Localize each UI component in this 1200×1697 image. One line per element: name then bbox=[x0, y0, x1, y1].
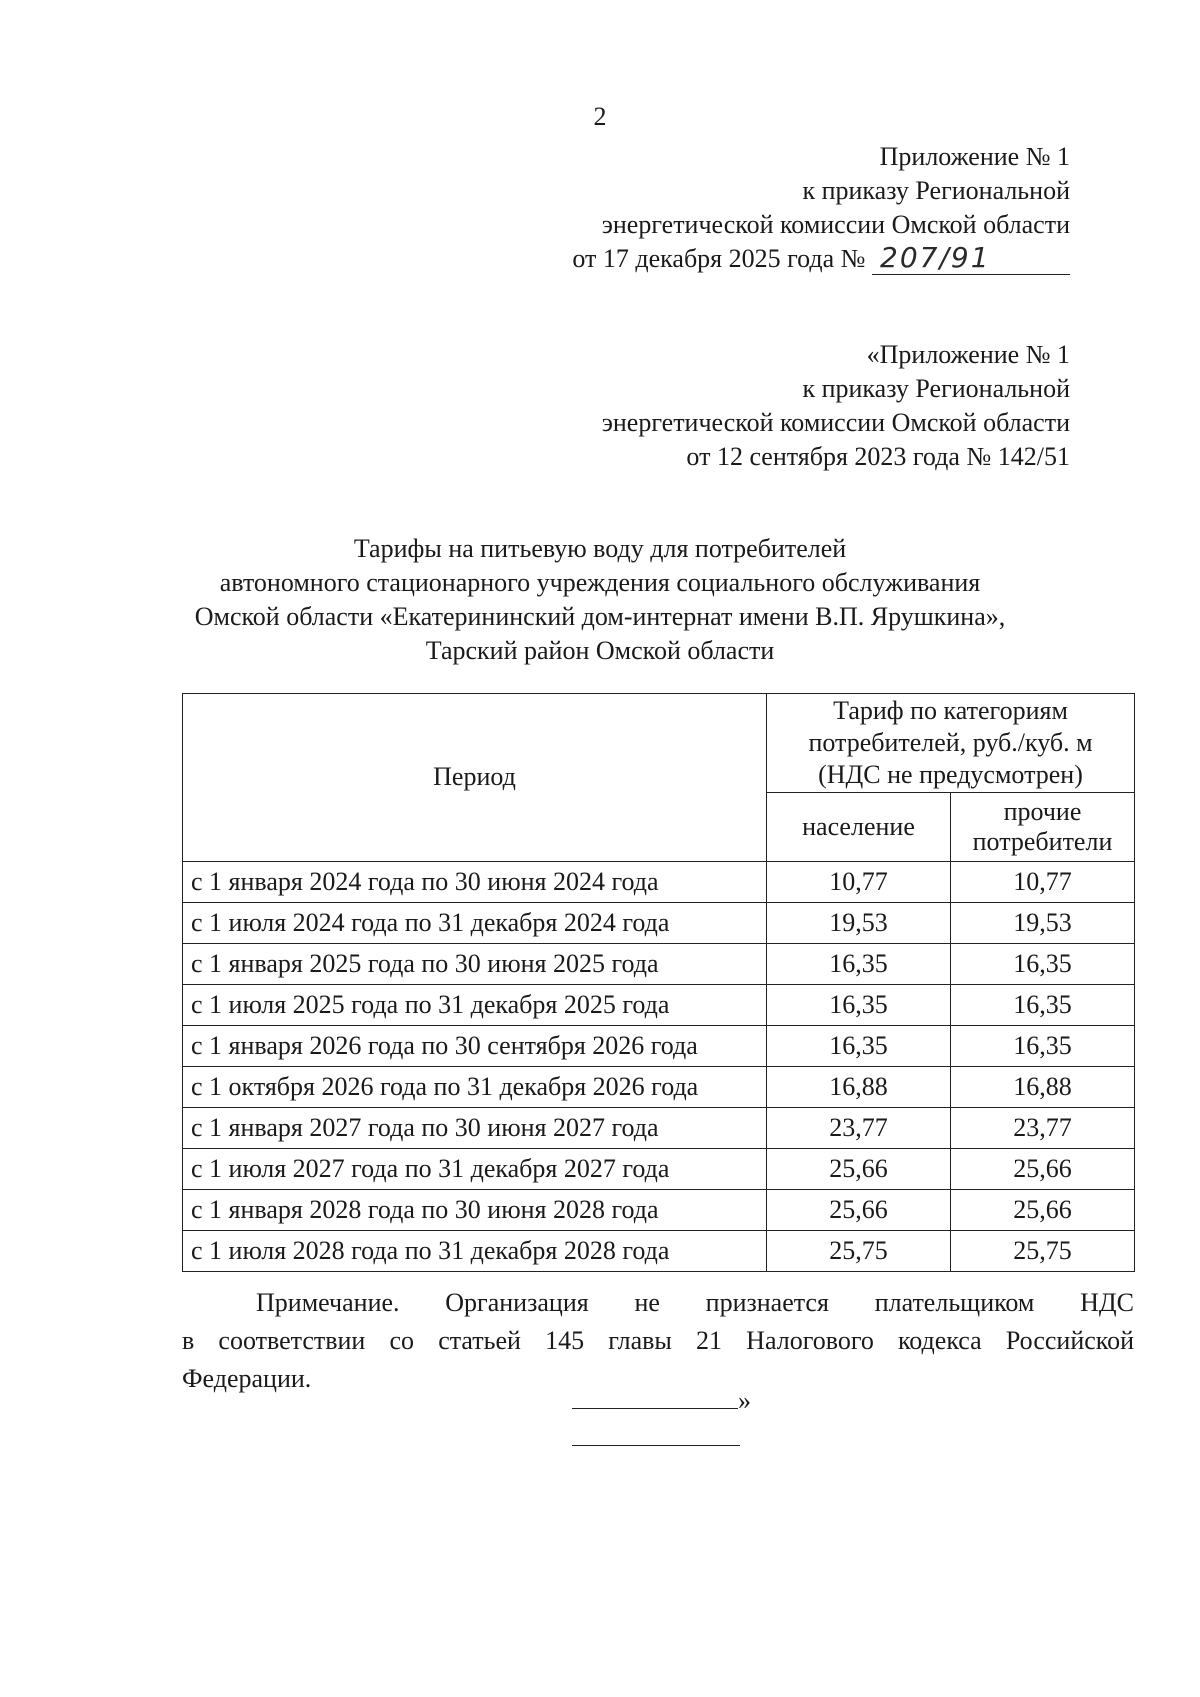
period-cell: с 1 октября 2026 года по 31 декабря 2026 года bbox=[183, 1067, 767, 1108]
period-cell: с 1 января 2026 года по 30 сентября 2026 года bbox=[183, 1026, 767, 1067]
population-tariff-cell: 25,75 bbox=[767, 1231, 951, 1272]
other-tariff-cell: 16,35 bbox=[951, 985, 1135, 1026]
title-line1: Тарифы на питьевую воду для потребителей bbox=[353, 534, 847, 563]
period-cell: с 1 июля 2028 года по 31 декабря 2028 года bbox=[183, 1231, 767, 1272]
table-row bbox=[183, 1108, 1135, 1149]
note-line2: в соответствии со статьей 145 главы 21 Налогового кодекса Российской bbox=[182, 1326, 1134, 1355]
page-number: 2 bbox=[593, 102, 607, 131]
header-other-consumers bbox=[951, 793, 1135, 862]
document-title bbox=[0, 532, 1200, 668]
header-tariff bbox=[767, 694, 1135, 793]
annex-previous-line2: к приказу Региональной bbox=[802, 374, 1070, 403]
period-cell: с 1 июля 2024 года по 31 декабря 2024 года bbox=[183, 903, 767, 944]
other-tariff-cell: 16,35 bbox=[951, 1026, 1135, 1067]
handwritten-order-number: 207/91 bbox=[880, 241, 991, 274]
annex-current-date-line bbox=[572, 242, 1070, 276]
period-cell: с 1 января 2027 года по 30 июня 2027 года bbox=[183, 1108, 767, 1149]
period-cell: с 1 января 2028 года по 30 июня 2028 года bbox=[183, 1190, 767, 1231]
table-row bbox=[183, 944, 1135, 985]
header-tariff-line3: (НДС не предусмотрен) bbox=[818, 760, 1083, 789]
table-row bbox=[183, 1149, 1135, 1190]
annex-previous-line1: «Приложение № 1 bbox=[866, 340, 1070, 369]
annex-previous-line3: энергетической комиссии Омской области bbox=[601, 408, 1070, 437]
population-tariff-cell: 16,35 bbox=[767, 985, 951, 1026]
closing-line bbox=[572, 1380, 751, 1416]
annex-current-line2: к приказу Региональной bbox=[802, 176, 1070, 205]
header-other-line2: потребители bbox=[972, 827, 1113, 856]
population-tariff-cell: 19,53 bbox=[767, 903, 951, 944]
other-tariff-cell: 25,66 bbox=[951, 1190, 1135, 1231]
other-tariff-cell: 25,75 bbox=[951, 1231, 1135, 1272]
population-tariff-cell: 25,66 bbox=[767, 1190, 951, 1231]
closing-underline bbox=[572, 1380, 738, 1409]
table-row bbox=[183, 862, 1135, 903]
final-divider bbox=[572, 1445, 740, 1446]
annex-header-current bbox=[572, 140, 1070, 276]
header-population: население bbox=[767, 793, 951, 862]
population-tariff-cell: 16,88 bbox=[767, 1067, 951, 1108]
table-row bbox=[183, 903, 1135, 944]
period-cell: с 1 июля 2025 года по 31 декабря 2025 года bbox=[183, 985, 767, 1026]
population-tariff-cell: 16,35 bbox=[767, 1026, 951, 1067]
other-tariff-cell: 19,53 bbox=[951, 903, 1135, 944]
note-line3: Федерации. bbox=[182, 1364, 312, 1393]
header-tariff-line2: потребителей, руб./куб. м bbox=[808, 728, 1093, 757]
closing-quote: » bbox=[738, 1386, 751, 1415]
tariff-table-body bbox=[183, 862, 1135, 1272]
annex-current-date-prefix: от 17 декабря 2025 года № bbox=[572, 244, 866, 273]
population-tariff-cell: 16,35 bbox=[767, 944, 951, 985]
header-tariff-line1: Тариф по категориям bbox=[833, 696, 1068, 725]
table-row bbox=[183, 985, 1135, 1026]
annex-current-line3: энергетической комиссии Омской области bbox=[601, 210, 1070, 239]
other-tariff-cell: 25,66 bbox=[951, 1149, 1135, 1190]
note-line1: Примечание. Организация не признается плательщиком НДС bbox=[256, 1288, 1134, 1317]
period-cell: с 1 января 2025 года по 30 июня 2025 года bbox=[183, 944, 767, 985]
other-tariff-cell: 16,88 bbox=[951, 1067, 1135, 1108]
period-cell: с 1 января 2024 года по 30 июня 2024 года bbox=[183, 862, 767, 903]
population-tariff-cell: 25,66 bbox=[767, 1149, 951, 1190]
header-period: Период bbox=[183, 694, 767, 862]
population-tariff-cell: 23,77 bbox=[767, 1108, 951, 1149]
population-tariff-cell: 10,77 bbox=[767, 862, 951, 903]
title-line2: автономного стационарного учреждения социального обслуживания bbox=[219, 568, 981, 597]
table-row bbox=[183, 1067, 1135, 1108]
other-tariff-cell: 16,35 bbox=[951, 944, 1135, 985]
table-row bbox=[183, 1026, 1135, 1067]
other-tariff-cell: 10,77 bbox=[951, 862, 1135, 903]
table-row bbox=[183, 1231, 1135, 1272]
annex-current-line1: Приложение № 1 bbox=[879, 142, 1070, 171]
other-tariff-cell: 23,77 bbox=[951, 1108, 1135, 1149]
title-line3: Омской области «Екатерининский дом-интернат имени В.П. Ярушкина», bbox=[194, 602, 1006, 631]
table-row bbox=[183, 1190, 1135, 1231]
period-cell: с 1 июля 2027 года по 31 декабря 2027 года bbox=[183, 1149, 767, 1190]
title-line4: Тарский район Омской области bbox=[425, 636, 775, 665]
tariff-table bbox=[182, 693, 1135, 1272]
order-number-field bbox=[872, 243, 1070, 275]
header-other-line1: прочие bbox=[1003, 797, 1082, 826]
annex-header-previous bbox=[602, 338, 1070, 474]
annex-previous-line4: от 12 сентября 2023 года № 142/51 bbox=[686, 442, 1070, 471]
